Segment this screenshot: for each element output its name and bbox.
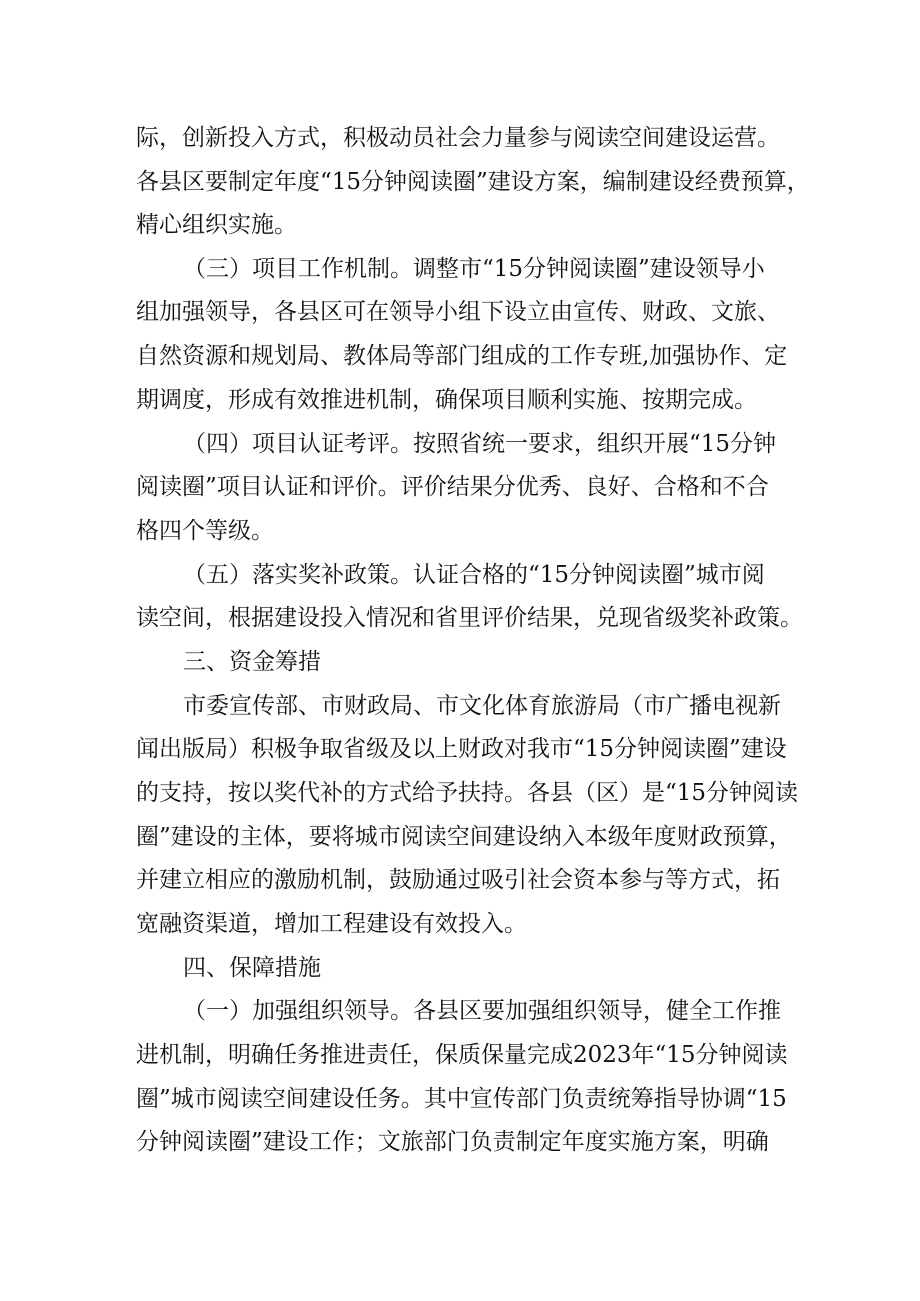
text-line: 闻出版局）积极争取省级及以上财政对我市“15分钟阅读圈”建设	[136, 736, 787, 762]
text-line: 读空间，根据建设投入情况和省里评价结果，兑现省级奖补政策。	[136, 605, 803, 631]
text-line: 市委宣传部、市财政局、市文化体育旅游局（市广播电视新	[183, 693, 781, 719]
text-line: 宽融资渠道，增加工程建设有效投入。	[136, 911, 527, 937]
text-line: 组加强领导，各县区可在领导小组下设立由宣传、财政、文旅、	[136, 299, 780, 325]
text-line: 的支持，按以奖代补的方式给予扶持。各县（区）是“15分钟阅读	[136, 780, 799, 806]
text-line: 阅读圈”项目认证和评价。评价结果分优秀、良好、合格和不合	[136, 474, 769, 500]
text-line: 圈”城市阅读空间建设任务。其中宣传部门负责统筹指导协调“15	[136, 1086, 787, 1112]
paragraph-heading: （五）落实奖补政策。认证合格的“15分钟阅读圈”城市阅	[183, 562, 765, 588]
text-line: 并建立相应的激励机制，鼓励通过吸引社会资本参与等方式，拓	[136, 867, 780, 893]
section-heading: 三、资金筹措	[183, 649, 321, 675]
paragraph-heading: （一）加强组织领导。各县区要加强组织领导，健全工作推	[183, 998, 781, 1024]
text-line: 期调度，形成有效推进机制，确保项目顺利实施、按期完成。	[136, 387, 757, 413]
text-line: 各县区要制定年度“15分钟阅读圈”建设方案，编制建设经费预算，	[136, 169, 810, 195]
text-line: 际，创新投入方式，积极动员社会力量参与阅读空间建设运营。	[136, 125, 780, 151]
paragraph-heading: （四）项目认证考评。按照省统一要求，组织开展“15分钟	[183, 431, 777, 457]
text-line: 圈”建设的主体，要将城市阅读空间建设纳入本级年度财政预算，	[136, 824, 792, 850]
text-line: 格四个等级。	[136, 518, 274, 544]
text-line: 进机制，明确任务推进责任，保质保量完成2023年“15分钟阅读	[136, 1042, 788, 1068]
text-line: 分钟阅读圈”建设工作；文旅部门负责制定年度实施方案，明确	[136, 1129, 769, 1155]
text-line: 精心组织实施。	[136, 212, 297, 238]
text-line: 自然资源和规划局、教体局等部门组成的工作专班,加强协作、定	[136, 343, 788, 369]
paragraph-heading: （三）项目工作机制。调整市“15分钟阅读圈”建设领导小	[183, 256, 765, 282]
section-heading: 四、保障措施	[183, 955, 321, 981]
